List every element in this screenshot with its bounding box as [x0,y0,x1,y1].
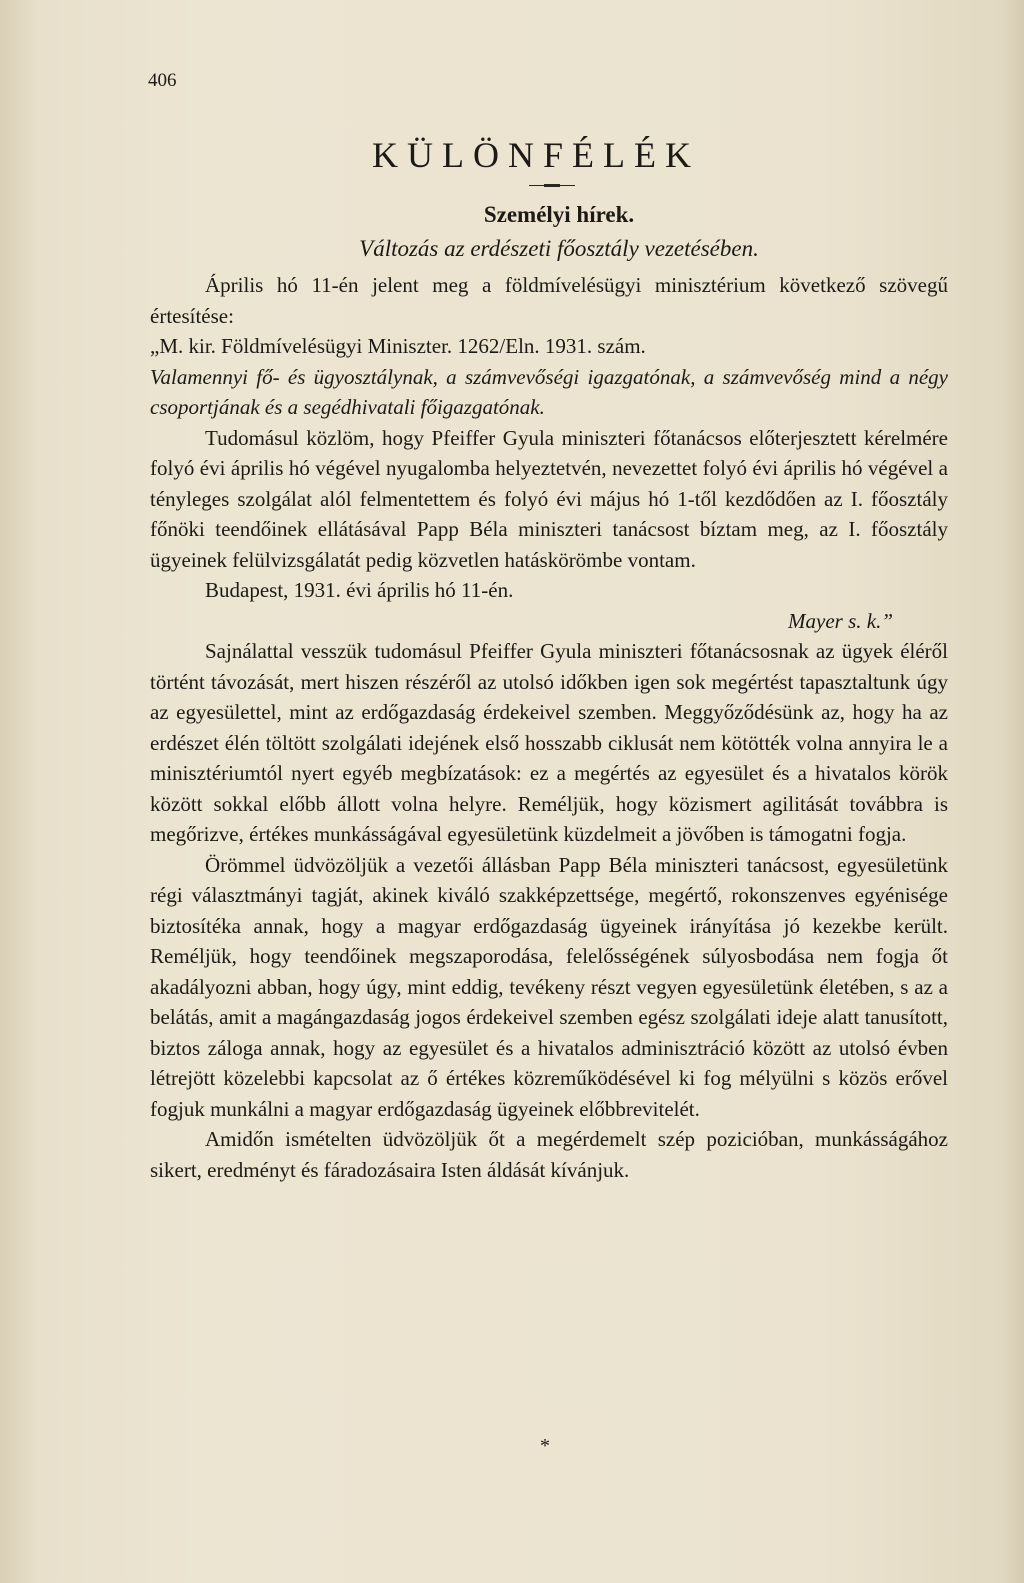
section-separator: * [540,1435,550,1457]
title-ornament-rule [529,184,575,187]
page-number: 406 [148,70,177,91]
paragraph-closing: Amidőn ismételten üdvözöljük őt a megérdemelt szép pozicióban, munkásságához sikert, eredményt és fáradozásaira Isten áldását kívánjuk. [150,1127,948,1182]
article-body [150,270,948,1185]
decree-addressees: Valamennyi fő- és ügyosztálynak, a számvevőségi igazgatónak, a számvevőség mind a négy csoportjának és a segédhivatali főigazgatónak. [150,364,948,419]
paragraph-intro: Április hó 11-én jelent meg a földmívelésügyi minisztérium következő szövegű értesítése: [150,273,948,328]
article-subheading: Változás az erdészeti főosztály vezetésében. [359,236,759,261]
decree-signature: Mayer s. k.” [788,608,893,633]
paragraph-farewell: Sajnálattal vesszük tudomásul Pfeiffer Gyula miniszteri főtanácsosnak az ügyek éléről történt távozását, mert hiszen részéről az utolsó időkben igen sok megértést tapasztaltunk úgy az egyesülettel, mint az erdőgazdaság érdekeivel szemben. Meggyőződésünk az, hogy ha az erdészet élén töltött szolgálati idejének első hosszabb ciklusát nem kötötték volna annyira le a minisztériumtól nyert egyéb megbízatások: ez a megértés az egyesület és a hivatalos körök között sokkal előbb állott volna helyre. Reméljük, hogy közismert agilitását továbbra is megőrizve, értékes munkásságával egyesületünk küzdelmeit a jövőben is támogatni fogja. [150,639,948,846]
paragraph-welcome: Örömmel üdvözöljük a vezetői állásban Papp Béla miniszteri tanácsost, egyesületünk régi választmányi tagját, akinek kiváló szakképzettsége, megértő, rokonszenves egyénisége biztosítéka annak, hogy a magyar erdőgazdaság ügyeinek irányítása jó kezekbe került. Reméljük, hogy teendőinek megszaporodása, felelősségének súlyosbodása nem fogja őt akadályozni abban, hogy úgy, mint eddig, tevékeny részt vegyen egyesületünk életében, s az a belátás, amit a magángazdaság jogos érdekeivel szemben egész szolgálati ideje alatt tanusított, biztos záloga annak, hogy az egyesület és a hivatalos adminisztráció között az utolsó évben létrejött közelebbi kapcsolat az ő értékes közreműködésével ki fog mélyülni s közös erővel fogjuk munkálni a magyar erdőgazdaság ügyeinek előbbrevitelét. [150,852,948,1121]
page-title: KÜLÖNFÉLÉK [372,135,700,175]
section-heading: Személyi hírek. [483,202,635,227]
decree-body: Tudomásul közlöm, hogy Pfeiffer Gyula miniszteri főtanácsos előterjesztett kérelmére folyó évi április hó végével nyugalomba helyeztetvén, nevezettet folyó évi április hó végével a tényleges szolgálat alól felmentettem és folyó évi május hó 1-től kezdődően az I. főosztály főnöki teendőinek ellátásával Papp Béla miniszteri tanácsost bíztam meg, az I. főosztály ügyeinek felülvizsgálatát pedig közvetlen hatáskörömbe vontam. [150,425,948,572]
ornament-bold-segment [544,184,560,187]
decree-header: „M. kir. Földmívelésügyi Miniszter. 1262/Eln. 1931. szám. [150,334,646,358]
decree-date: Budapest, 1931. évi április hó 11-én. [205,578,514,602]
